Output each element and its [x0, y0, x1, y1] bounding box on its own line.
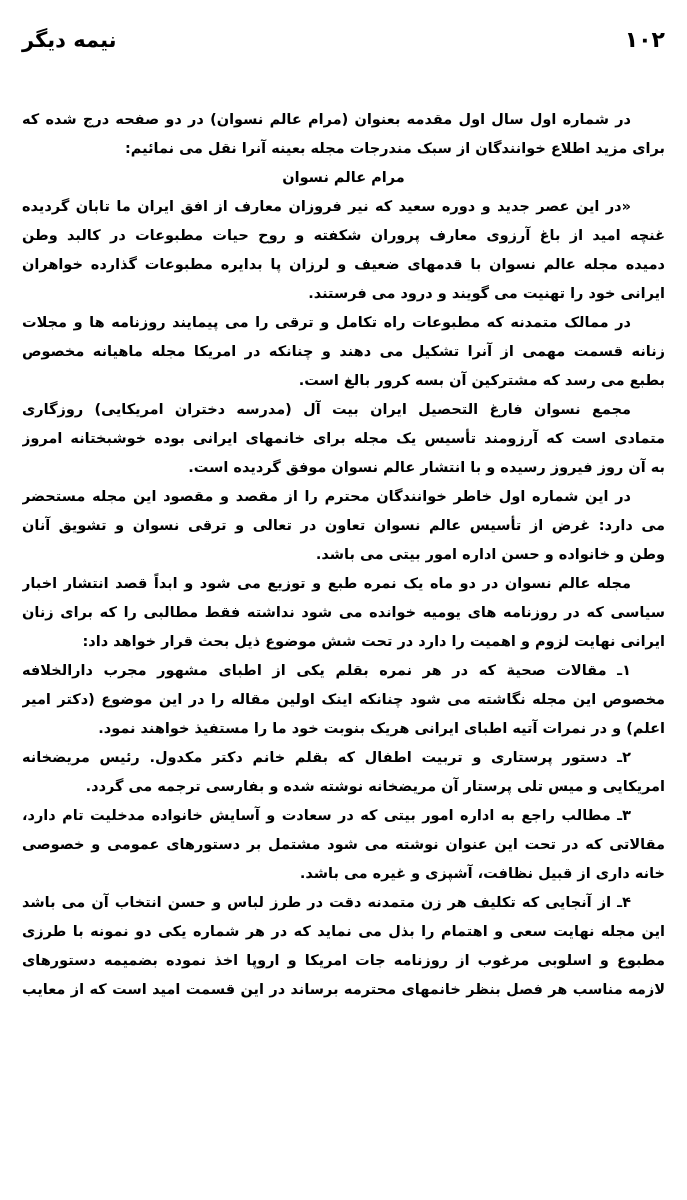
page-header	[22, 28, 665, 64]
text-line: سیاسی که در روزنامه های یومیه خوانده می شود نداشته فقط مطالبی را که برای زنان	[22, 605, 665, 621]
text-line: زنانه قسمت مهمی از آنرا تشکیل می دهند و چنانکه در امریکا مجله ماهیانه مخصوص	[22, 344, 665, 360]
text-line: مقالاتی که در تحت این عنوان نوشته می شود مشتمل بر دستورهای عمومی و خصوصی	[22, 837, 665, 853]
page-number: ۱۰۲	[624, 28, 665, 53]
text-line: ایرانی نهایت لزوم و اهمیت را دارد در تحت شش موضوع ذیل بحث قرار خواهد داد:	[82, 634, 665, 650]
text-line: غنچه امید از باغ آرزوی معارف پروران شکفته و روح حیات مطبوعات در کالبد وطن	[22, 228, 665, 244]
text-line: مجله عالم نسوان در دو ماه یک نمره طبع و توزیع می شود و ابداً قصد انتشار اخبار	[22, 576, 631, 592]
text-line: وطن و خانواده و حسن اداره امور بیتی می باشد.	[315, 547, 665, 563]
text-line: در ممالک متمدنه که مطبوعات راه تکامل و ترقی را می پیمایند روزنامه ها و مجلات	[22, 315, 631, 331]
text-line: مجمع نسوان فارغ التحصیل ایران بیت آل (مدرسه دختران امریکایی) روزگاری	[22, 402, 631, 418]
section-heading: مرام عالم نسوان	[282, 170, 405, 186]
text-line: خانه داری از قبیل نظافت، آشپزی و غیره می باشد.	[299, 866, 665, 882]
body-text	[22, 106, 665, 1005]
text-line: دمیده مجله عالم نسوان با قدمهای ضعیف و لرزان پا بدایره مطبوعات گذارده خواهران	[22, 257, 665, 273]
text-line: امریکایی و میس تلی پرستار آن مریضخانه نوشته شده و بفارسی ترجمه می گردد.	[85, 779, 665, 795]
text-line: ۳ـ مطالب راجع به اداره امور بیتی که در سعادت و آسایش خانواده مدخلیت تام دارد،	[22, 808, 631, 824]
text-line: اعلم) و در نمرات آتیه اطبای ایرانی هریک بنوبت خود ما را مستفیذ خواهند نمود.	[98, 721, 665, 737]
text-line: این مجله نهایت سعی و اهتمام را بذل می نماید که در هر شماره یکی دو نمونه با طرزی	[22, 924, 665, 940]
text-line: متمادی است که آرزومند تأسیس یک مجله برای خانمهای ایرانی بوده خوشبختانه امروز	[22, 431, 665, 447]
running-title: نیمه دیگر	[22, 28, 117, 52]
text-line: ۲ـ دستور پرستاری و تربیت اطفال که بقلم خانم دکتر مکدول. رئیس مریضخانه	[22, 750, 631, 766]
text-line: ایرانی خود را تهنیت می گویند و درود می فرستند.	[308, 286, 665, 302]
text-line: در این شماره اول خاطر خوانندگان محترم را از مقصد و مقصود این مجله مستحضر	[22, 489, 631, 505]
text-line: مطبوع و اسلوبی مرغوب از روزنامه جات امریکا و اروپا اخذ نموده بضمیمه دستورهای	[22, 953, 665, 969]
text-line: در شماره اول سال اول مقدمه بعنوان (مرام عالم نسوان) در دو صفحه درج شده که	[22, 112, 631, 128]
text-line: برای مزید اطلاع خوانندگان از سبک مندرجات مجله بعینه آنرا نقل می نمائیم:	[124, 141, 665, 157]
text-line: لازمه مناسب هر فصل بنظر خانمهای محترمه برساند در این قسمت امید است که از معایب	[22, 982, 665, 998]
text-line: ۴ـ از آنجایی که تکلیف هر زن متمدنه دقت در طرز لباس و حسن انتخاب آن می باشد	[22, 895, 631, 911]
text-line: بطبع می رسد که مشترکین آن بسه کرور بالغ است.	[298, 373, 665, 389]
text-line: می دارد: غرض از تأسیس عالم نسوان تعاون در تعالی و ترقی نسوان و تشویق آنان	[22, 518, 665, 534]
text-line: مخصوص این مجله نگاشته می شود چنانکه اینک اولین مقاله را در این موضوع (دکتر امیر	[22, 692, 665, 708]
text-line: ۱ـ مقالات صحیة که در هر نمره بقلم یکی از اطبای مشهور مجرب دارالخلافه	[22, 663, 631, 679]
text-line: به آن روز فیروز رسیده و با انتشار عالم نسوان موفق گردیده است.	[188, 460, 665, 476]
text-line: «در این عصر جدید و دوره سعید که نیر فروزان معارف از افق ایران ما تابان گردیده	[22, 199, 631, 215]
